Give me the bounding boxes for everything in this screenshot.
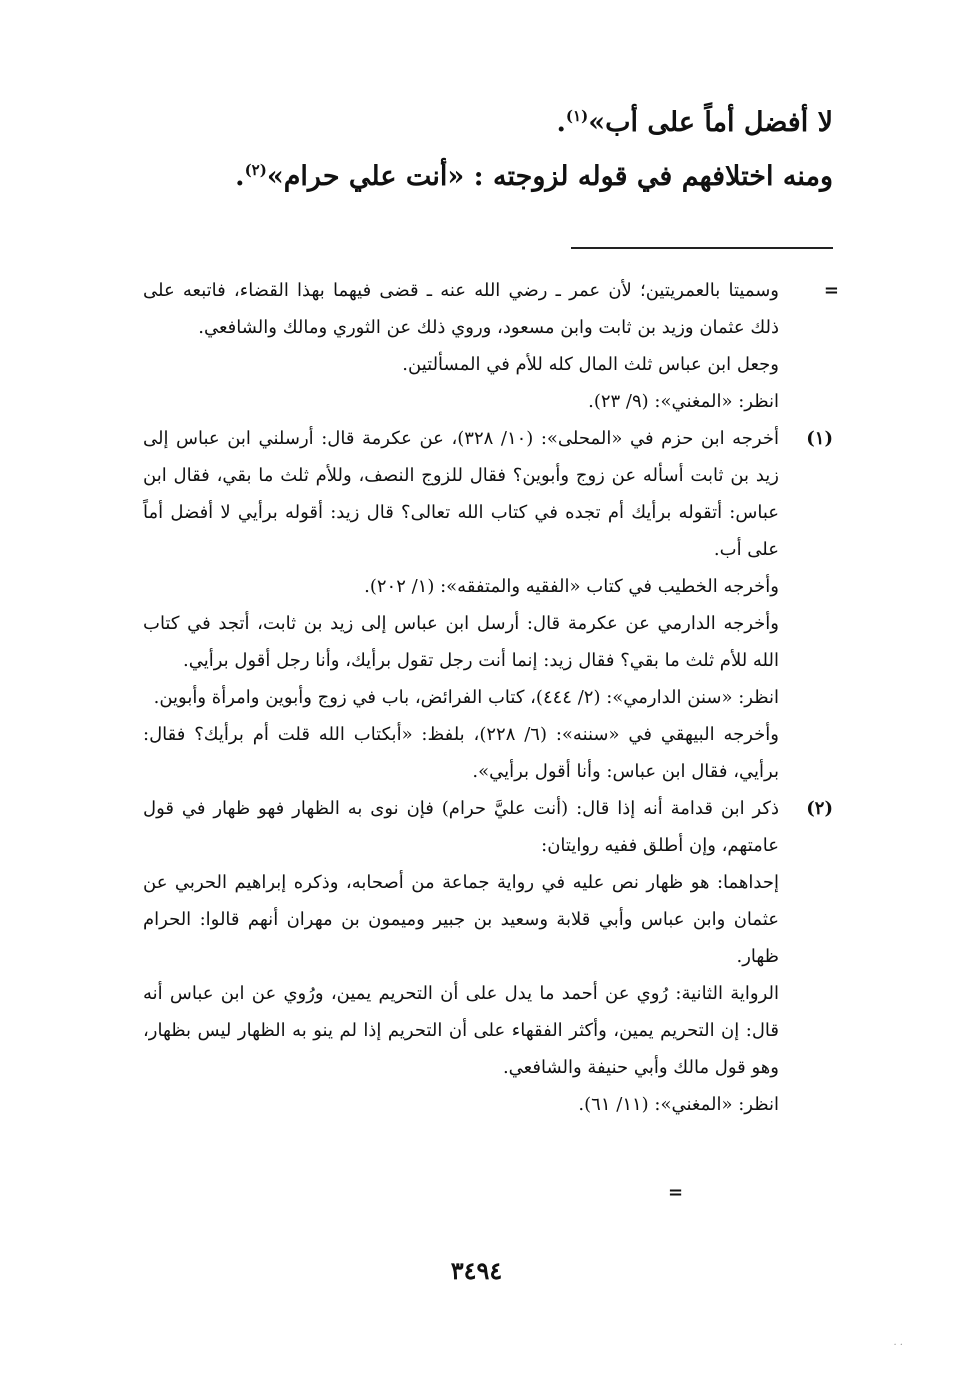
- footnotes-area: [143, 272, 839, 1123]
- footnote-ref-2[interactable]: (٢): [244, 161, 267, 179]
- footnote-continued: [143, 272, 839, 420]
- main-text: [113, 96, 833, 204]
- footnote-2: [143, 790, 833, 1123]
- footnote-number: (٢): [806, 798, 833, 819]
- footnote-paragraph: أخرجه ابن حزم في «المحلى»: (١٠/ ٣٢٨)، عن عكرمة قال: أرسلني ابن عباس إلى زيد بن ثابت أسأله عن زوج وأبوين؟ فقال للزوج النصف، وللأم ثلث ما بقي، فقال ابن عباس: أتقوله برأيك أم تجده في كتاب الله تعالى؟ قال زيد: أقوله برأيي لا أفضل أماً على أب.: [143, 428, 779, 560]
- main-line-2-text: ومنه اختلافهم في قوله لزوجته : «أنت علي حرام»: [266, 161, 833, 192]
- main-line-1-tail: .: [556, 107, 566, 138]
- continuation-end-marker: =: [668, 1182, 684, 1203]
- scan-speck-decoration: · ·: [893, 1340, 903, 1351]
- continuation-start-marker: =: [823, 280, 839, 301]
- footnote-paragraph: الرواية الثانية: رُوي عن أحمد ما يدل على أن التحريم يمين، ورُوي عن ابن عباس أنه قال: إن التحريم يمين، وأكثر الفقهاء على أن التحريم إذا لم ينو به الظهار ليس بظهار، وهو قول مالك وأبي حنيفة والشافعي.: [143, 983, 779, 1078]
- main-line-1: [113, 96, 833, 150]
- footnote-1: [143, 420, 833, 790]
- page-number: ٣٤٩٤: [450, 1256, 503, 1285]
- footnote-paragraph: وأخرجه الدارمي عن عكرمة قال: أرسل ابن عباس إلى زيد بن ثابت، أتجد في كتاب الله للأم ثلث ما بقي؟ فقال زيد: إنما أنت رجل تقول برأيك، وأنا رجل أقول برأيي.: [143, 613, 779, 671]
- footnote-paragraph: وأخرجه الخطيب في كتاب «الفقيه والمتفقه»: (١/ ٢٠٢).: [364, 576, 779, 597]
- footnote-paragraph: انظر: «المغني»: (٩/ ٢٣).: [588, 391, 779, 412]
- footnote-paragraph: وجعل ابن عباس ثلث المال كله للأم في المسألتين.: [402, 354, 779, 375]
- footnote-paragraph: إحداهما: هو ظهار نص عليه في رواية جماعة من أصحابه، وذكره إبراهيم الحربي عن عثمان وابن عباس وأبي قلابة وسعيد بن جبير وميمون بن مهران أنهم قالوا: الحرام ظهار.: [143, 872, 779, 967]
- footnote-paragraph: انظر: «المغني»: (١١/ ٦١).: [578, 1094, 779, 1115]
- footnote-ref-1[interactable]: (١): [565, 107, 589, 125]
- footnote-divider: [571, 247, 833, 249]
- main-line-2-tail: .: [235, 161, 245, 192]
- footnote-paragraph: انظر: «سنن الدارمي»: (٢/ ٤٤٤)، كتاب الفرائض، باب في زوج وأبوين وامرأة وأبوين.: [153, 687, 779, 708]
- footnote-number: (١): [806, 428, 833, 449]
- main-line-2: [113, 150, 833, 204]
- footnote-paragraph: وسميتا بالعمريتين؛ لأن عمر ـ رضي الله عنه ـ قضى فيهما بهذا القضاء، فاتبعه على ذلك عثمان وزيد بن ثابت وابن مسعود، وروي ذلك عن الثوري ومالك والشافعي.: [143, 280, 779, 338]
- footnote-paragraph: وأخرجه البيهقي في «سننه»: (٦/ ٢٢٨)، بلفظ: «أبكتاب الله قلت أم برأيك؟ فقال: برأيي، فقال ابن عباس: وأنا أقول برأيي».: [143, 724, 779, 782]
- main-line-1-text: لا أفضل أماً على أب»: [588, 107, 833, 138]
- footnote-paragraph: ذكر ابن قدامة أنه إذا قال: (أنت عليَّ حرام) فإن نوى به الظهار فهو ظهار في قول عامتهم، وإن أطلق ففيه روايتان:: [143, 798, 779, 856]
